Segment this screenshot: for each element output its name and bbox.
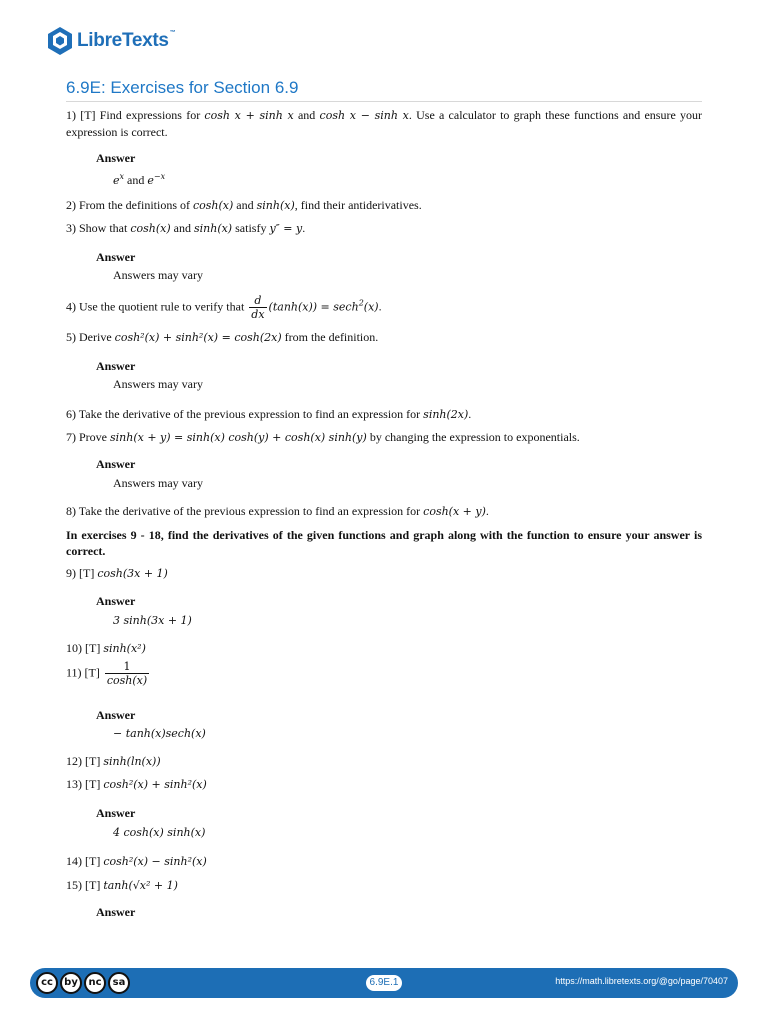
answer-label: Answer bbox=[96, 806, 136, 820]
libretexts-logo[interactable] bbox=[46, 26, 175, 56]
exercise-5: 5) Derive cosh²(x) + sinh²(x) = cosh(2x) from the definition. bbox=[66, 330, 379, 344]
exercise-11: 11) [T] $\frac{1}{\cosh(x)}$ bbox=[66, 660, 148, 687]
answer-9: 3 sinh(3x + 1) bbox=[113, 614, 192, 627]
exercise-2: 2) From the definitions of cosh(x) and sinh(x), find their antiderivatives. bbox=[66, 198, 422, 212]
cc-license-badge[interactable] bbox=[36, 972, 132, 994]
sa-icon: sa bbox=[108, 972, 130, 994]
answer-7: Answers may vary bbox=[113, 476, 203, 490]
title-divider bbox=[66, 101, 702, 102]
by-icon: by bbox=[60, 972, 82, 994]
libretexts-logo-icon bbox=[46, 26, 74, 56]
exercise-8: 8) Take the derivative of the previous expression to find an expression for cosh(x + y). bbox=[66, 504, 489, 518]
exercise-13: 13) [T] cosh²(x) + sinh²(x) bbox=[66, 777, 207, 791]
answer-3: Answers may vary bbox=[113, 268, 203, 282]
answer-label: Answer bbox=[96, 457, 136, 471]
exercise-12: 12) [T] sinh(ln(x)) bbox=[66, 754, 161, 768]
exercise-10: 10) [T] sinh(x²) bbox=[66, 641, 146, 655]
exercise-9: 9) [T] cosh(3x + 1) bbox=[66, 566, 168, 580]
exercise-14: 14) [T] cosh²(x) − sinh²(x) bbox=[66, 854, 207, 868]
answer-label: Answer bbox=[96, 594, 136, 608]
page-number-badge: 6.9E.1 bbox=[366, 975, 402, 991]
answer-13: 4 cosh(x) sinh(x) bbox=[113, 826, 206, 839]
exercise-1: 1) [T] Find expressions for cosh x + sinh x and cosh x − sinh x. Use a calculator to graph these functions and ensure your expression is correct. bbox=[66, 108, 703, 139]
logo-wordmark: LibreTexts™ bbox=[77, 30, 176, 51]
page-footer bbox=[30, 968, 738, 998]
page-title: 6.9E: Exercises for Section 6.9 bbox=[66, 78, 299, 97]
answer-label: Answer bbox=[96, 708, 136, 722]
page-url-link[interactable]: https://math.libretexts.org/@go/page/70407 bbox=[555, 976, 728, 986]
exercise-4: 4) Use the quotient rule to verify that $\frac{d}{dx}$ (tanh(x)) = sech$^2$(x). bbox=[66, 294, 382, 321]
cc-icon: cc bbox=[36, 972, 58, 994]
instruction-text: In exercises 9 - 18, find the derivatives of the given functions and graph along with the function to ensure your answer is correct. bbox=[66, 528, 702, 558]
answer-label: Answer bbox=[96, 359, 136, 373]
exercise-3: 3) Show that cosh(x) and sinh(x) satisfy y″ = y. bbox=[66, 221, 306, 235]
answer-5: Answers may vary bbox=[113, 377, 203, 391]
reciprocal-fraction: $\frac{1}{\cosh(x)}$ bbox=[106, 660, 148, 687]
answer-label: Answer bbox=[96, 905, 136, 919]
nc-icon: nc bbox=[84, 972, 106, 994]
derivative-fraction: $\frac{d}{dx}$ bbox=[251, 294, 265, 321]
exercise-15: 15) [T] tanh(√x² + 1) bbox=[66, 878, 178, 892]
answer-11: − tanh(x)sech(x) bbox=[113, 727, 206, 740]
answer-1: $e^x$ and $e^{-x}$ bbox=[113, 172, 166, 187]
exercise-7: 7) Prove sinh(x + y) = sinh(x) cosh(y) + cosh(x) sinh(y) by changing the expression to exponentials. bbox=[66, 430, 580, 444]
answer-label: Answer bbox=[96, 250, 136, 264]
answer-label: Answer bbox=[96, 151, 136, 165]
exercise-6: 6) Take the derivative of the previous expression to find an expression for sinh(2x). bbox=[66, 407, 472, 421]
